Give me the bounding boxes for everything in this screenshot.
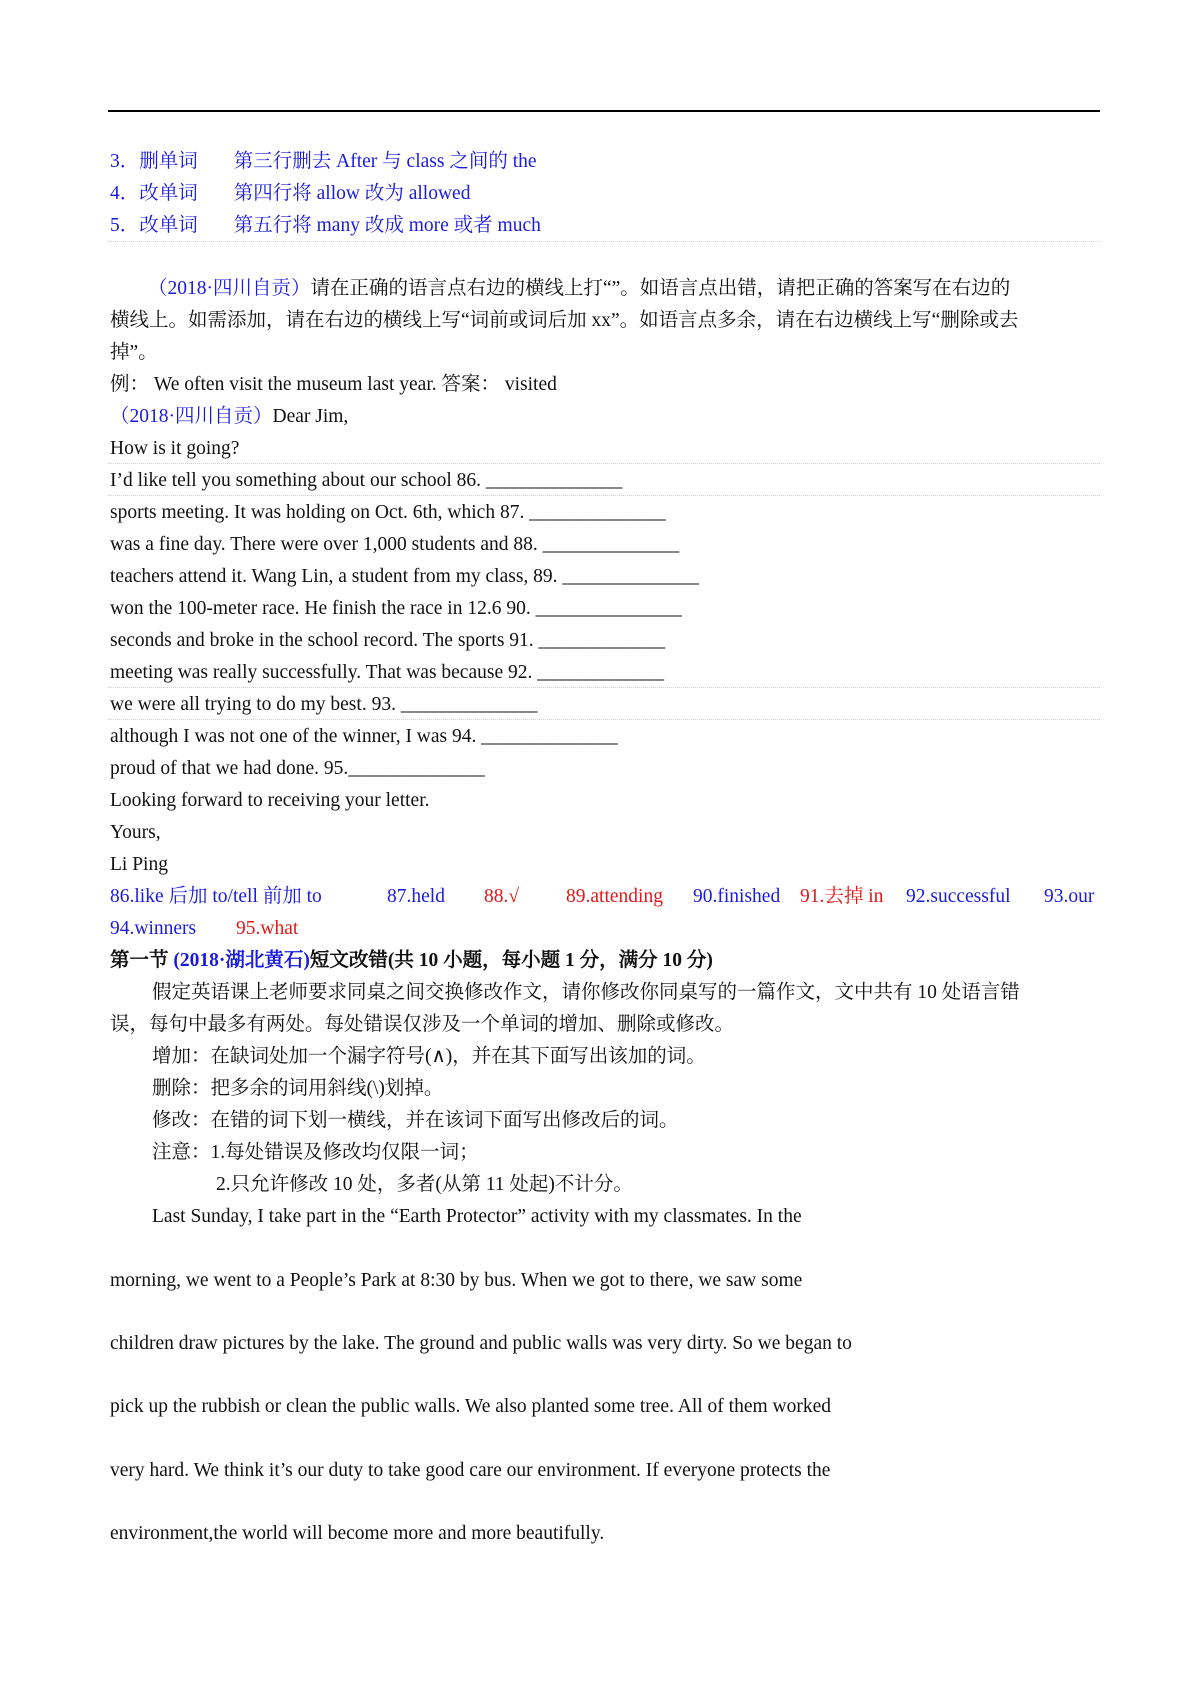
letter-line-87: sports meeting. It was holding on Oct. 6th, which 87. ______________ [110, 502, 666, 523]
letter-line-95: proud of that we had done. 95.______________ [110, 758, 485, 779]
letter-closing: Looking forward to receiving your letter. [110, 790, 430, 811]
dotted-separator [108, 463, 1100, 464]
instructions-line-1: （2018·四川自贡）请在正确的语言点右边的横线上打“”。如语言点出错，请把正确的答案写在右边的 [148, 278, 1011, 299]
passage-line-6: environment,the world will become more and more beautifully. [110, 1523, 605, 1544]
letter-line-86: I’d like tell you something about our school 86. ______________ [110, 470, 623, 491]
letter-line-92: meeting was really successfully. That was because 92. _____________ [110, 662, 664, 683]
answer-95: 95.what [236, 918, 299, 939]
rule-delete: 删除：把多余的词用斜线(\)划掉。 [152, 1078, 444, 1099]
letter-yours: Yours, [110, 822, 161, 843]
answer-87: 87.held [387, 886, 445, 907]
letter-line-94: although I was not one of the winner, I was 94. ______________ [110, 726, 618, 747]
answer-90: 90.finished [693, 886, 781, 907]
correction-5: 5．改单词 第五行将 many 改成 more 或者 much [110, 215, 541, 236]
passage-line-3: children draw pictures by the lake. The ground and public walls was very dirty. So we began to [110, 1333, 852, 1354]
letter-line-93: we were all trying to do my best. 93. ______________ [110, 694, 538, 715]
answer-92: 92.successful [906, 886, 1011, 907]
letter-greeting: （2018·四川自贡）Dear Jim, [110, 406, 349, 427]
rule-modify: 修改：在错的词下划一横线，并在该词下面写出修改后的词。 [152, 1110, 679, 1131]
answer-93: 93.our [1044, 886, 1095, 907]
answer-89: 89.attending [566, 886, 663, 907]
answer-88: 88.√ [484, 886, 520, 907]
letter-line-90: won the 100-meter race. He finish the race in 12.6 90. _______________ [110, 598, 682, 619]
instructions-line-2: 横线上。如需添加，请在右边的横线上写“词前或词后加 xx”。如语言点多余，请在右边横线上写“删除或去 [110, 310, 1019, 331]
example-line: 例： We often visit the museum last year. 答案： visited [110, 374, 557, 395]
dotted-separator [108, 687, 1100, 688]
dotted-separator [108, 719, 1100, 720]
passage-line-4: pick up the rubbish or clean the public walls. We also planted some tree. All of them worked [110, 1396, 832, 1417]
letter-line-88: was a fine day. There were over 1,000 students and 88. ______________ [110, 534, 680, 555]
correction-4: 4．改单词 第四行将 allow 改为 allowed [110, 183, 471, 204]
letter-line-89: teachers attend it. Wang Lin, a student from my class, 89. ______________ [110, 566, 699, 587]
letter-signature: Li Ping [110, 854, 168, 875]
correction-3: 3．删单词 第三行删去 After 与 class 之间的 the [110, 151, 537, 172]
dotted-separator [108, 495, 1100, 496]
rule-add: 增加：在缺词处加一个漏字符号(∧)，并在其下面写出该加的词。 [152, 1046, 706, 1067]
section-heading: 第一节 (2018·湖北黄石)短文改错(共 10 小题，每小题 1 分，满分 10 分) [110, 950, 713, 971]
answer-86: 86.like 后加 to/tell 前加 to [110, 886, 322, 907]
section-para-1a: 假定英语课上老师要求同桌之间交换修改作文，请你修改你同桌写的一篇作文，文中共有 10 处语言错 [152, 982, 1020, 1003]
passage-line-1: Last Sunday, I take part in the “Earth Protector” activity with my classmates. In the [152, 1206, 802, 1227]
instructions-line-3: 掉”。 [110, 342, 158, 363]
dotted-separator [108, 241, 1100, 242]
answer-94: 94.winners [110, 918, 197, 939]
header-rule [108, 110, 1100, 112]
passage-line-2: morning, we went to a People’s Park at 8:30 by bus. When we got to there, we saw some [110, 1270, 803, 1291]
passage-line-5: very hard. We think it’s our duty to take good care our environment. If everyone protects the [110, 1460, 831, 1481]
note-1: 注意：1.每处错误及修改均仅限一词； [152, 1142, 479, 1163]
section-para-1b: 误，每句中最多有两处。每处错误仅涉及一个单词的增加、删除或修改。 [110, 1014, 735, 1035]
answer-91: 91.去掉 in [800, 886, 884, 907]
letter-line-91: seconds and broke in the school record. The sports 91. _____________ [110, 630, 666, 651]
note-2: 2.只允许修改 10 处，多者(从第 11 处起)不计分。 [216, 1174, 633, 1195]
letter-opening: How is it going? [110, 438, 240, 459]
